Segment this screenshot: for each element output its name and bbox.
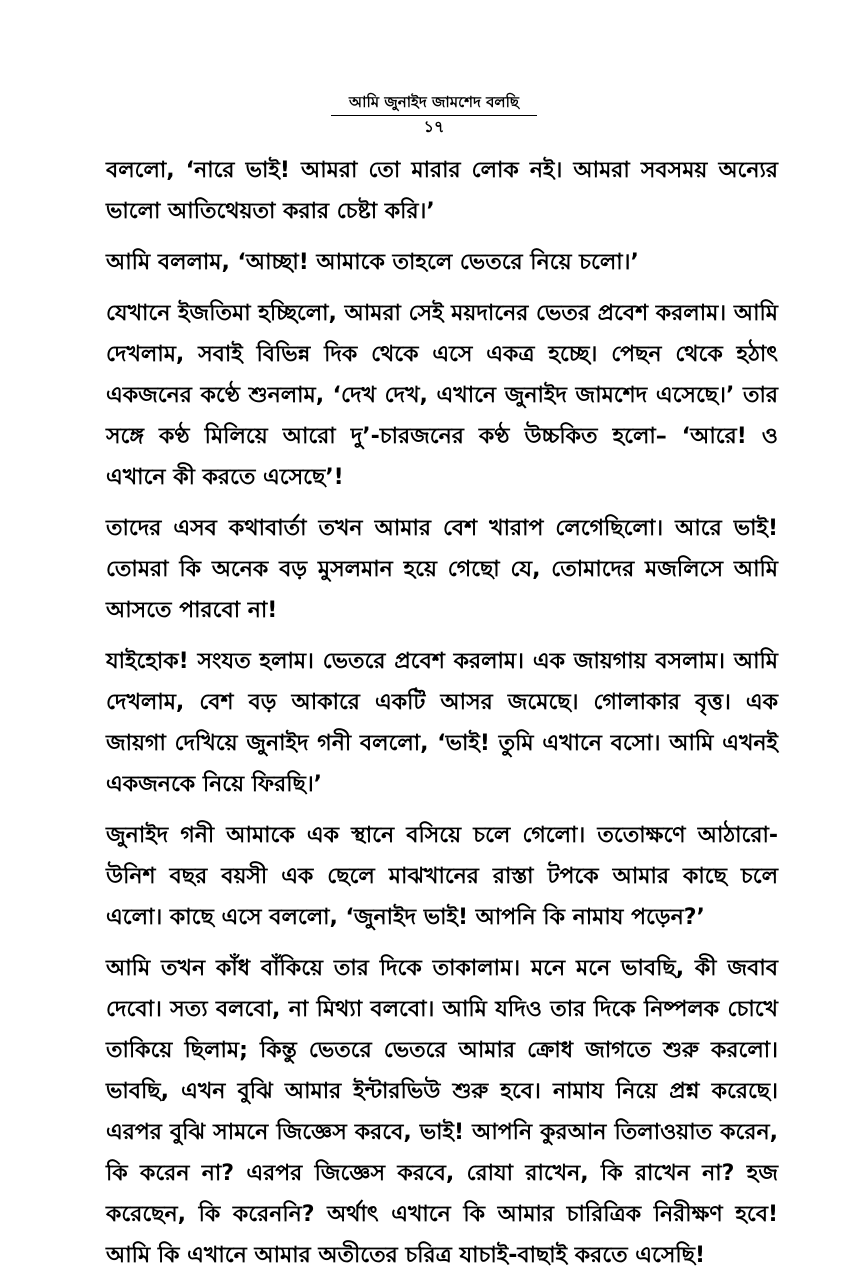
paragraph-2: আমি বললাম, ‘আচ্ছা! আমাকে তাহলে ভেতরে নিয়ে চলো।’ bbox=[106, 250, 639, 275]
paragraph-1: বললো, ‘নারে ভাই! আমরা তো মারার লোক নই। আমরা সবসময় অন্যের ভালো আতিথেয়তা করার চেষ্টা করি।’ bbox=[106, 158, 778, 224]
running-header bbox=[0, 92, 868, 137]
paragraph-5: যাইহোক! সংযত হলাম। ভেতরে প্রবেশ করলাম। এক জায়গায় বসলাম। আমি দেখলাম, বেশ বড় আকারে একটি আসর জমেছে। গোলাকার বৃত্ত। এক জায়গা দেখিয়ে জুনাইদ গনী বললো, ‘ভাই! তুমি এখানে বসো। আমি এখনই একজনকে নিয়ে ফিরছি।’ bbox=[106, 649, 778, 797]
paragraph-7: আমি তখন কাঁধ বাঁকিয়ে তার দিকে তাকালাম। মনে মনে ভাবছি, কী জবাব দেবো। সত্য বলবো, না মিথ্যা বলবো। আমি যদিও তার দিকে নিষ্পলক চোখে তাকিয়ে ছিলাম; কিন্তু ভেতরে ভেতরে আমার ক্রোধ জাগতে শুরু করলো। ভাবছি, এখন বুঝি আমার ইন্টারভিউ শুরু হবে। নামায নিয়ে প্রশ্ন করেছে। এরপর বুঝি সামনে জিজ্ঞেস করবে, ভাই! আপনি কুরআন তিলাওয়াত করেন, কি করেন না? এরপর জিজ্ঞেস করবে, রোযা রাখেন, কি রাখেন না? হজ করেছেন, কি করেননি? অর্থাৎ এখানে কি আমার চারিত্রিক নিরীক্ষণ হবে! আমি কি এখানে আমার অতীতের চরিত্র যাচাই-বাছাই করতে এসেছি! bbox=[106, 956, 778, 1268]
paragraph-6: জুনাইদ গনী আমাকে এক স্থানে বসিয়ে চলে গেলো। ততোক্ষণে আঠারো-উনিশ বছর বয়সী এক ছেলে মাঝখানের রাস্তা টপকে আমার কাছে চলে এলো। কাছে এসে বললো, ‘জুনাইদ ভাই! আপনি কি নামায পড়েন?’ bbox=[106, 823, 778, 930]
page-number: ১৭ bbox=[423, 117, 445, 136]
paragraph-4: তাদের এসব কথাবার্তা তখন আমার বেশ খারাপ লেগেছিলো। আরে ভাই! তোমরা কি অনেক বড় মুসলমান হয়ে গেছো যে, তোমাদের মজলিসে আমি আসতে পারবো না! bbox=[106, 516, 778, 623]
body-text bbox=[106, 150, 778, 1286]
paragraph-3: যেখানে ইজতিমা হচ্ছিলো, আমরা সেই ময়দানের ভেতর প্রবেশ করলাম। আমি দেখলাম, সবাই বিভিন্ন দিক থেকে এসে একত্র হচ্ছে। পেছন থেকে হঠাৎ একজনের কণ্ঠে শুনলাম, ‘দেখ দেখ, এখানে জুনাইদ জামশেদ এসেছে।’ তার সঙ্গে কণ্ঠ মিলিয়ে আরো দু’-চারজনের কণ্ঠ উচ্চকিত হলো– ‘আরে! ও এখানে কী করতে এসেছে’! bbox=[106, 301, 778, 490]
book-title: আমি জুনাইদ জামশেদ বলছি bbox=[331, 92, 537, 116]
